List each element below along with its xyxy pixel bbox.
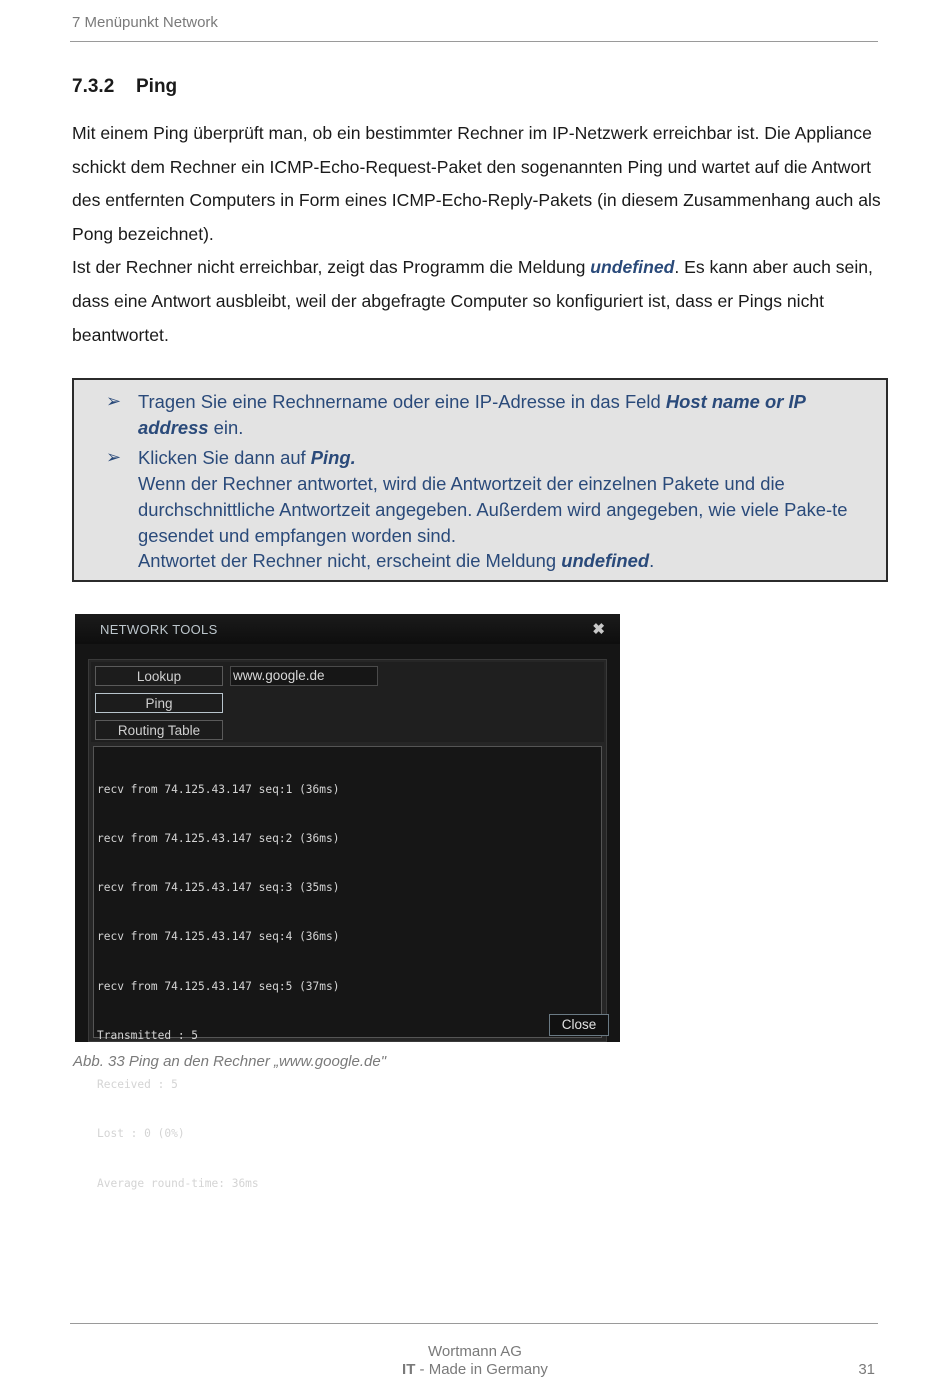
instruction-item <box>106 389 851 440</box>
output-line: recv from 74.125.43.147 seq:1 (36ms) <box>97 782 340 796</box>
output-line: recv from 74.125.43.147 seq:4 (36ms) <box>97 930 340 944</box>
output-line: Transmitted : 5 <box>97 1028 199 1042</box>
host-input[interactable]: www.google.de <box>230 666 378 686</box>
paragraph-1: Mit einem Ping überprüft man, ob ein bestimmter Rechner im IP-Netzwerk erreichbar ist. Die Appliance schickt dem Rechner ein ICMP-Echo-Request-Paket den sogenannten Ping und wartet auf die Antwort des entfernten Computers in Form eines ICMP-Echo-Reply-Pakets (in diesem Zusammenhang auch als Pong bezeichnet). <box>72 123 881 244</box>
instruction-box <box>72 378 888 582</box>
output-line: recv from 74.125.43.147 seq:3 (35ms) <box>97 881 340 895</box>
window-title: NETWORK TOOLS <box>100 622 218 637</box>
close-button[interactable]: Close <box>549 1014 609 1036</box>
paragraph-2-start: Ist der Rechner nicht erreichbar, zeigt das Programm die Meldung <box>72 257 591 278</box>
ping-button[interactable]: Ping <box>95 693 223 713</box>
undefined-term: undefined <box>561 550 650 572</box>
instruction-2-fail-text: Antwortet der Rechner nicht, erscheint die Meldung <box>138 550 562 572</box>
instruction-list <box>106 389 851 579</box>
output-line: Received : 5 <box>97 1078 178 1092</box>
window-titlebar <box>75 614 620 644</box>
instruction-1-text: Tragen Sie eine Rechnername oder eine IP-Adresse in das Feld <box>138 391 666 412</box>
output-line: recv from 74.125.43.147 seq:5 (37ms) <box>97 979 340 993</box>
host-field-term: Host name or IP address <box>138 391 806 438</box>
footer-company: Wortmann AG <box>428 1343 522 1360</box>
tools-toolbar <box>91 662 604 742</box>
instruction-2-text: Klicken Sie dann auf <box>138 447 311 469</box>
footer <box>0 1343 950 1379</box>
footer-tagline-bold: IT <box>402 1361 416 1378</box>
undefined-term: undefined <box>590 257 675 278</box>
body-text <box>72 117 882 352</box>
page-number: 31 <box>858 1361 875 1378</box>
section-number: 7.3.2 <box>72 76 115 97</box>
section-heading <box>72 76 177 98</box>
instruction-2-fail-end: . <box>649 550 655 572</box>
output-line: Average round-time: 36ms <box>97 1176 259 1190</box>
paragraph-2-end: . Es kann aber auch sein, dass eine Antwort ausbleibt, weil der abgefragte Computer so konfiguriert ist, dass er Pings nicht beantwortet. <box>72 257 873 345</box>
footer-tagline-rest: - Made in Germany <box>415 1361 548 1378</box>
figure-caption: Abb. 33 Ping an den Rechner „www.google.de" <box>73 1053 387 1070</box>
instruction-2-detail: Wenn der Rechner antwortet, wird die Antwortzeit der einzelnen Pakete und die durchschnittliche Antwortzeit angegeben. Außerdem wird angegeben, wie viele Pake-te gesendet und empfangen worden sind. <box>138 473 848 546</box>
footer-tagline <box>0 1361 950 1379</box>
instruction-1-end: ein. <box>208 416 244 438</box>
output-lines <box>97 749 339 1225</box>
output-line: recv from 74.125.43.147 seq:2 (36ms) <box>97 832 340 846</box>
output-line: Lost : 0 (0%) <box>97 1127 185 1141</box>
page-header: 7 Menüpunkt Network <box>72 14 218 31</box>
section-title: Ping <box>136 76 178 97</box>
ping-term: Ping. <box>310 447 356 469</box>
paragraph-2 <box>72 251 882 352</box>
footer-divider <box>70 1323 878 1324</box>
arrow-right-icon: ➢ <box>106 391 122 411</box>
close-icon[interactable]: ✖ <box>592 621 605 638</box>
arrow-right-icon: ➢ <box>106 447 122 468</box>
instruction-item <box>106 445 851 574</box>
header-divider <box>70 41 878 42</box>
lookup-button[interactable]: Lookup <box>95 666 223 686</box>
routing-table-button[interactable]: Routing Table <box>95 720 223 740</box>
